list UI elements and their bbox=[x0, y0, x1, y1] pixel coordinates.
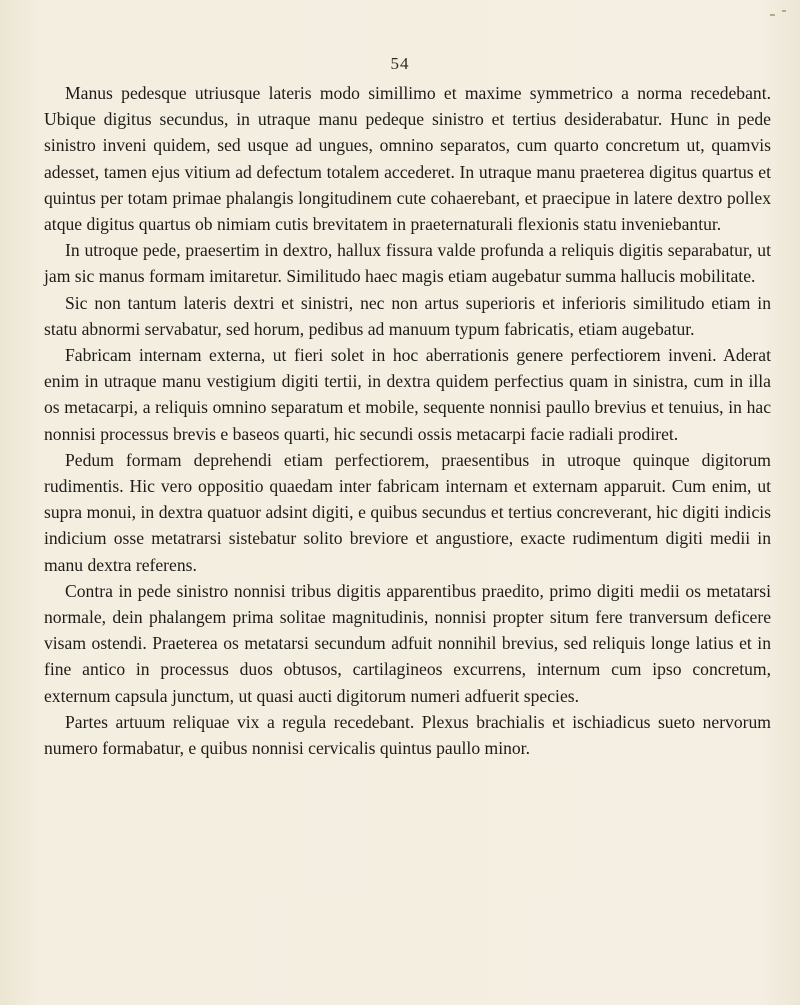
paragraph-2: In utroque pede, praesertim in dextro, hallux fissura valde profunda a reliquis digitis separabatur, ut jam sic manus formam imitaretur. Similitudo haec magis etiam augebatur summa hallucis mobilitate. bbox=[44, 240, 771, 287]
print-speck bbox=[770, 14, 775, 16]
page-number: 54 bbox=[390, 54, 410, 73]
paragraph-4: Fabricam internam externa, ut fieri solet in hoc aberrationis genere perfectiorem inveni. Aderat enim in utraque manu vestigium digiti tertii, in dextra quidem perfectius quam in sinistra, cum in illa os metacarpi, a reliquis omnino separatum et mobile, sequente nonnisi paullo brevius et tenuius, in hac nonnisi processus brevis e baseos quarti, hic secundi ossis metacarpi facie radiali prodiret. bbox=[44, 345, 771, 444]
paragraph-5: Pedum formam deprehendi etiam perfectiorem, praesentibus in utroque quinque digitorum rudimentis. Hic vero oppositio quaedam inter fabricam internam et externam apparuit. Cum enim, ut supra monui, in dextra quatuor adsint digiti, e quibus secundus et tertius concreverant, hic digiti indicis indicium osse metatrarsi sistebatur solito breviore et angustiore, exacte rudimentum digiti medii in manu dextra referens. bbox=[44, 449, 771, 575]
body-text bbox=[44, 80, 771, 761]
paragraph-7: Partes artuum reliquae vix a regula recedebant. Plexus brachialis et ischiadicus sueto nervorum numero formabatur, e quibus nonnisi cervicalis quintus paullo minor. bbox=[44, 711, 771, 759]
print-speck bbox=[782, 10, 786, 12]
paragraph-3: Sic non tantum lateris dextri et sinistri, nec non artus superioris et inferioris similitudo etiam in statu abnormi servabatur, sed horum, pedibus ad manuum typum fabricatis, etiam augebatur. bbox=[44, 292, 771, 339]
paragraph-1: Manus pedesque utriusque lateris modo simillimo et maxime symmetrico a norma recedebant. Ubique digitus secundus, in utraque manu pedeque sinistro et tertius desiderabatur. Hunc in pede sinistro inveni quidem, sed usque ad ungues, omnino separatos, cum quarto concretum ut, quamvis adesset, tamen ejus vitium ad defectum totalem accederet. In utraque manu praeterea digitus quartus et quintus per totam primae phalangis longitudinem cute cohaerebant, et praecipue in latere dextro pollex atque digitus quartus ob nimiam cutis brevitatem in praeternaturali flexionis statu inveniebantur. bbox=[44, 83, 771, 235]
paragraph-6: Contra in pede sinistro nonnisi tribus digitis apparentibus praedito, primo digiti medii os metatarsi normale, dein phalangem prima solitae magnitudinis, nonnisi propter situm fere tranversum deficere visam ostendi. Praeterea os metatarsi secundum adfuit nonnihil brevius, sed reliquis longe latius et in fine antico in processus duos obtusos, cartilagineos excurrens, internum cum ipso concretum, externum capsula junctum, ut quasi aucti digitorum numeri adfuerit species. bbox=[44, 580, 771, 706]
